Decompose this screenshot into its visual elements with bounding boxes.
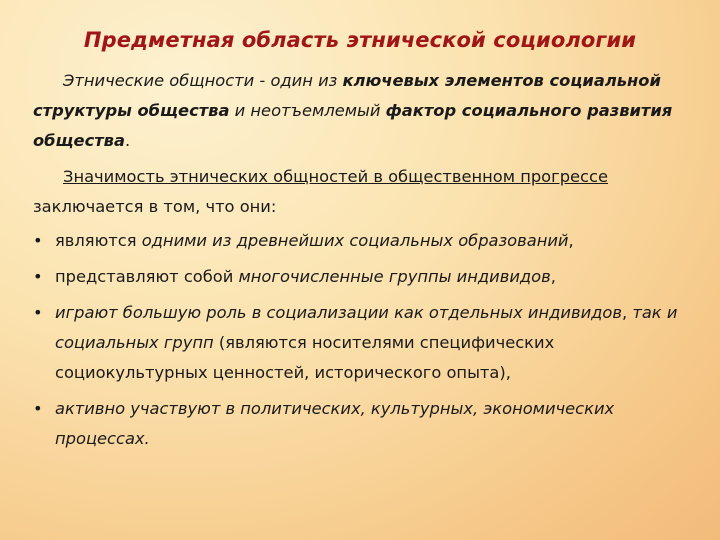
bullet-icon: • xyxy=(33,399,43,418)
text-span-italic: многочисленные группы индивидов xyxy=(238,267,551,286)
list-item xyxy=(33,262,693,292)
paragraph-ethnic-communities xyxy=(33,66,693,156)
text-span-bold: фактор социального развития общества xyxy=(33,101,673,150)
text-span: Этнические общности - один из xyxy=(63,71,343,90)
text-span: , xyxy=(621,303,633,322)
bullet-icon: • xyxy=(33,303,43,322)
text-span: . xyxy=(124,131,131,150)
list-item xyxy=(33,226,693,256)
text-span-italic: так и социальных групп xyxy=(55,303,678,352)
text-span: и неотъемлемый xyxy=(229,101,386,120)
paragraph-significance xyxy=(33,162,693,222)
text-span-bold: ключевых элементов социальной структуры общества xyxy=(33,71,661,120)
slide-body xyxy=(33,66,693,460)
text-span: (являются носителями специфических социокультурных ценностей, исторического опыта), xyxy=(55,333,555,382)
text-span: представляют собой xyxy=(55,267,239,286)
text-span-underlined: Значимость этнических общностей в общественном прогрессе xyxy=(63,167,608,186)
text-span-italic: одними из древнейших социальных образований xyxy=(141,231,569,250)
bullet-list xyxy=(33,226,693,454)
text-span: заключается в том, что они: xyxy=(33,197,277,216)
text-span-italic: активно участвуют в политических, культурных, экономических процессах. xyxy=(55,399,615,448)
text-span: , xyxy=(568,231,574,250)
bullet-icon: • xyxy=(33,267,43,286)
list-item xyxy=(33,298,693,388)
text-span: являются xyxy=(55,231,142,250)
bullet-icon: • xyxy=(33,231,43,250)
list-item xyxy=(33,394,693,454)
text-span-italic: играют большую роль в социализации как отдельных индивидов xyxy=(55,303,622,322)
slide-title: Предметная область этнической социологии xyxy=(83,28,637,52)
text-span: , xyxy=(550,267,556,286)
